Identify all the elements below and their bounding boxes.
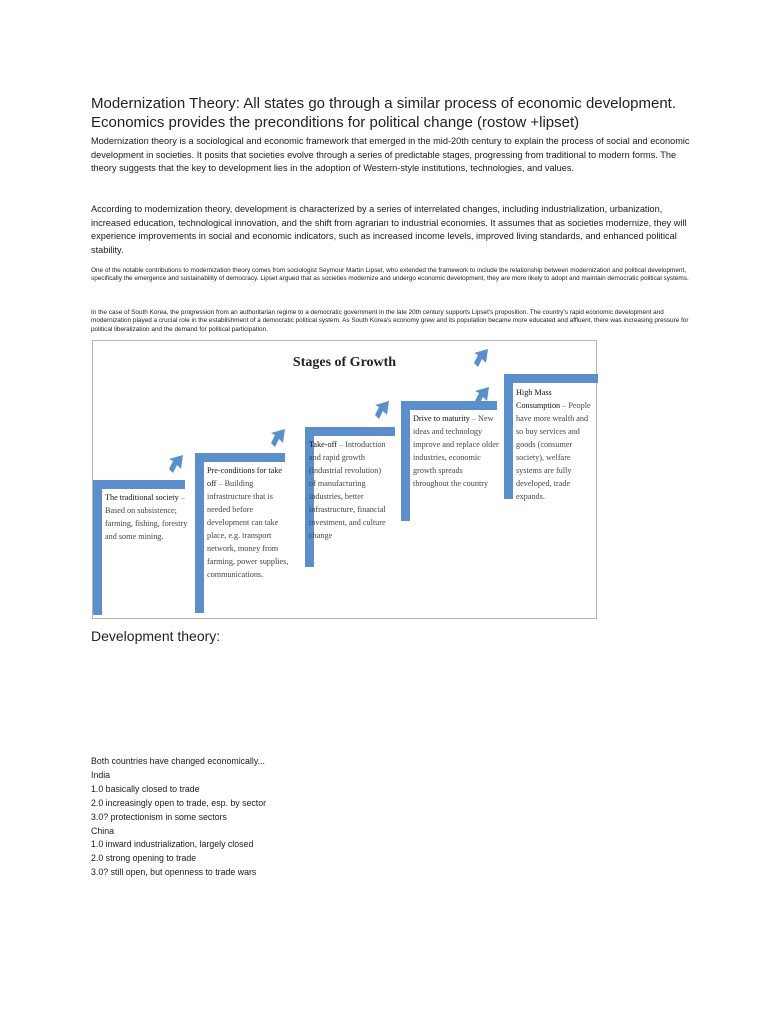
note-line: 2.0 increasingly open to trade, esp. by sector: [91, 797, 267, 808]
development-theory-heading: Development theory:: [91, 628, 221, 644]
stage-title: Pre-conditions for take off: [207, 466, 283, 488]
stage-body: Introduction and rapid growth (industrial revolution) of manufacturing industries, better infrastructure, financial investment, and culture change: [309, 440, 386, 540]
stage-body: Based on subsistence; farming, fishing, forestry and some mining.: [105, 506, 188, 541]
step-2-post: [195, 453, 204, 613]
stage-body: New ideas and technology improve and replace older industries, economic growth spreads throughout the country: [413, 414, 499, 488]
arrow-up-right-icon: [271, 429, 285, 447]
document-heading: Modernization Theory: All states go through a similar process of economic development. Economics provides the preconditions for political change (rostow +lipset): [91, 95, 677, 131]
note-line: India: [91, 769, 111, 780]
stage-dash: –: [178, 493, 185, 502]
stage-title: High Mass Consumption: [516, 388, 561, 410]
note-line: Both countries have changed economically...: [91, 756, 265, 766]
stage-4-drive-to-maturity: [413, 412, 499, 490]
step-2-bar: [195, 453, 285, 462]
stage-body: Building infrastructure that is needed before development can take place, e.g. transport network, money from farming, power supplies, communications.: [207, 479, 289, 579]
stage-dash: –: [560, 401, 569, 410]
paragraph-south-korea: In the case of South Korea, the progression from an authoritarian regime to a democratic government in the late 20th century supports Lipset's proposition. The country's rapid economic development and modernization played a crucial role in the establishment of a democratic political system. As South Korea's economy grew and its population became more educated and affluent, there was increasing pressure for political liberalization and the demand for political participation.: [91, 309, 689, 333]
stages-of-growth-figure: [92, 340, 597, 619]
stage-3-take-off: [309, 438, 389, 542]
note-line: 1.0 inward industrialization, largely closed: [91, 839, 254, 850]
stage-dash: –: [336, 440, 346, 449]
stage-2-preconditions: [207, 464, 289, 581]
notes-list: [91, 755, 266, 880]
paragraph-characteristics: According to modernization theory, development is characterized by a series of interrelated changes, including industrialization, urbanization, increased education, technological innovation, and the shift from agrarian to industrial economies. It assumes that as societies modernize, they will experience improvements in social and economic indicators, such as increased income levels, improved living standards, and enhanced political stability.: [91, 204, 687, 255]
stage-body: People have more wealth and so buy services and goods (consumer society), welfare systems are fully developed, trade expands.: [516, 401, 591, 501]
note-line: 2.0 strong opening to trade: [91, 853, 197, 864]
note-line: 3.0? still open, but openness to trade wars: [91, 867, 257, 878]
paragraph-intro: Modernization theory is a sociological and economic framework that emerged in the mid-20th century to explain the process of social and economic development in societies. It posits that societies evolve through a series of predictable stages, progressing from traditional to modern forms. The theory suggests that the key to development lies in the adoption of Western-style institutions, technologies, and values.: [91, 136, 690, 174]
step-3-bar: [305, 427, 395, 436]
stage-title: The traditional society: [105, 493, 179, 502]
step-5-bar: [504, 374, 598, 383]
note-line: 3.0? protectionism in some sectors: [91, 811, 227, 822]
stage-5-high-mass-consumption: [516, 386, 596, 503]
step-1-post: [93, 480, 102, 615]
stage-dash: –: [216, 479, 225, 488]
note-line: China: [91, 825, 114, 836]
arrow-up-right-icon: [169, 455, 183, 473]
step-4-post: [401, 401, 410, 521]
stage-title: Take-off: [309, 440, 337, 449]
paragraph-lipset: One of the notable contributions to modernization theory comes from sociologist Seymour Martin Lipset, who extended the framework to include the relationship between modernization and political development, specifically the emergence and sustainability of democracy. Lipset argued that as societies modernize and undergo economic development, they are more likely to adopt and maintain democratic political systems.: [91, 267, 689, 283]
stage-dash: –: [469, 414, 479, 423]
figure-title: Stages of Growth: [292, 355, 397, 370]
stage-1-traditional-society: [105, 491, 189, 543]
step-5-post: [504, 374, 513, 499]
arrow-up-right-icon: [474, 349, 488, 367]
stage-title: Drive to maturity: [413, 414, 470, 423]
step-1-bar: [93, 480, 185, 489]
note-line: 1.0 basically closed to trade: [91, 783, 200, 794]
